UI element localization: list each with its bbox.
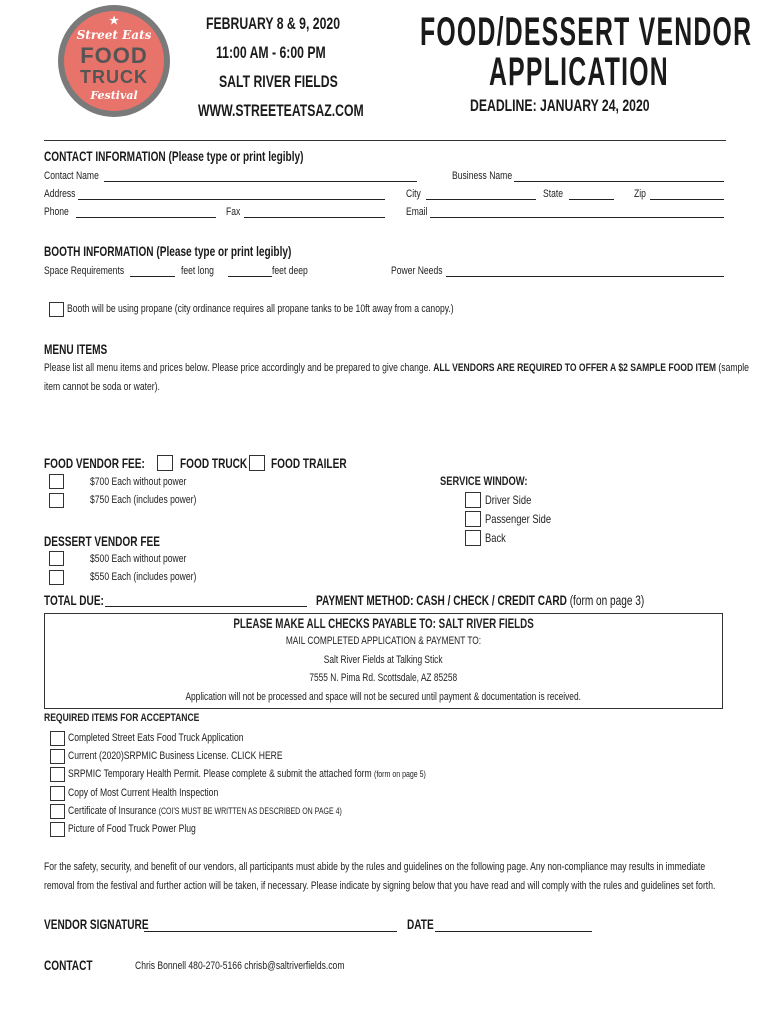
payment-method (316, 592, 644, 608)
passenger-side-label: Passenger Side (485, 512, 552, 526)
dessert-opt2-label: $550 Each (includes power) (90, 571, 197, 583)
business-name-field[interactable] (514, 181, 724, 182)
food-truck-label: FOOD TRUCK (180, 455, 248, 471)
event-website[interactable]: WWW.STREETEATSAZ.COM (198, 101, 364, 120)
contact-details: Chris Bonnell 480-270-5166 chrisb@saltriverfields.com (135, 960, 345, 972)
phone-field[interactable] (76, 217, 216, 218)
req-item-label: Completed Street Eats Food Truck Application (68, 732, 244, 744)
vendor-signature-field[interactable] (144, 931, 397, 932)
city-label: City (406, 188, 421, 200)
payment-note: (form on page 3) (569, 592, 645, 608)
dessert-opt1-label: $500 Each without power (90, 553, 187, 565)
logo-line4: Festival (90, 89, 138, 102)
business-name-label: Business Name (452, 170, 513, 182)
fax-label: Fax (226, 206, 241, 218)
back-label: Back (485, 531, 506, 545)
contact-name-field[interactable] (104, 181, 417, 182)
vendor-signature-label: VENDOR SIGNATURE (44, 916, 149, 932)
req-item-checkbox[interactable] (50, 731, 65, 746)
rules-paragraph-line2: removal from the festival and further action will be taken, if necessary. Please indicate by signing below that you have read and will comply with the rules and guidelines set forth. (44, 880, 716, 892)
req-item-checkbox[interactable] (50, 822, 65, 837)
req-item-checkbox[interactable] (50, 804, 65, 819)
food-opt2-checkbox[interactable] (49, 493, 64, 508)
feet-long-field[interactable] (130, 276, 175, 277)
logo-badge (64, 11, 164, 111)
req-item-label: Copy of Most Current Health Inspection (68, 787, 219, 799)
fax-field[interactable] (244, 217, 385, 218)
power-needs-label: Power Needs (391, 265, 443, 277)
logo-line3: TRUCK (80, 67, 148, 87)
req-item-label[interactable]: Current (2020)SRPMIC Business License. CLICK HERE (68, 750, 283, 762)
contact-heading: CONTACT INFORMATION (Please type or print legibly) (44, 148, 304, 164)
driver-side-checkbox[interactable] (465, 492, 481, 508)
mail-to: MAIL COMPLETED APPLICATION & PAYMENT TO: (285, 635, 482, 647)
title-line1: FOOD/DESSERT VENDOR (420, 10, 753, 54)
festival-logo (58, 5, 170, 117)
feet-deep-label: feet deep (272, 265, 308, 277)
address-label: Address (44, 188, 76, 200)
rules-paragraph-line1: For the safety, security, and benefit of our vendors, all participants must abide by the rules and guidelines on the following page. Any non-compliance may results in immediate (44, 861, 706, 873)
menu-text2: (sample (718, 362, 749, 374)
req-item-checkbox[interactable] (50, 786, 65, 801)
food-truck-checkbox[interactable] (157, 455, 173, 471)
food-opt1-checkbox[interactable] (49, 474, 64, 489)
food-fee-heading: FOOD VENDOR FEE: (44, 455, 145, 471)
passenger-side-checkbox[interactable] (465, 511, 481, 527)
header-divider (44, 140, 726, 141)
processing-notice: Application will not be processed and space will not be secured until payment & documentation is received. (185, 691, 582, 703)
star-icon: ★ (109, 15, 119, 27)
menu-text-bold: ALL VENDORS ARE REQUIRED TO OFFER A $2 SAMPLE FOOD ITEM (433, 362, 717, 374)
deadline: DEADLINE: JANUARY 24, 2020 (470, 96, 650, 115)
menu-text1: Please list all menu items and prices below. Please price accordingly and be prepared to give change. (44, 362, 431, 374)
total-due-label: TOTAL DUE: (44, 592, 104, 608)
city-field[interactable] (426, 199, 536, 200)
food-opt2-label: $750 Each (includes power) (90, 494, 197, 506)
address-field[interactable] (78, 199, 385, 200)
menu-instructions (44, 362, 749, 374)
total-due-field[interactable] (105, 606, 307, 607)
event-venue: SALT RIVER FIELDS (219, 72, 338, 91)
req-item-checkbox[interactable] (50, 749, 65, 764)
propane-checkbox[interactable] (49, 302, 64, 317)
space-requirements-label: Space Requirements (44, 265, 125, 277)
menu-text3: item cannot be soda or water). (44, 381, 160, 393)
zip-field[interactable] (650, 199, 724, 200)
req-item-label: Certificate of Insurance (COI'S MUST BE WRITTEN AS DESCRIBED ON PAGE 4) (68, 805, 342, 817)
req-item-label: SRPMIC Temporary Health Permit. Please complete & submit the attached form (form on page 5) (68, 768, 426, 780)
contact-label: CONTACT (44, 957, 93, 973)
service-window-heading: SERVICE WINDOW: (440, 474, 528, 488)
mail-address-line1: Salt River Fields at Talking Stick (324, 654, 443, 666)
contact-name-label: Contact Name (44, 170, 99, 182)
zip-label: Zip (634, 188, 646, 200)
mail-address-line2: 7555 N. Pima Rd. Scottsdale, AZ 85258 (309, 672, 458, 684)
logo-line2: FOOD (80, 43, 148, 68)
dessert-opt2-checkbox[interactable] (49, 570, 64, 585)
date-field[interactable] (435, 931, 592, 932)
feet-deep-field[interactable] (228, 276, 272, 277)
event-date: FEBRUARY 8 & 9, 2020 (206, 14, 341, 33)
email-field[interactable] (430, 217, 724, 218)
state-label: State (543, 188, 564, 200)
menu-heading: MENU ITEMS (44, 341, 108, 357)
date-label: DATE (407, 916, 434, 932)
driver-side-label: Driver Side (485, 493, 532, 507)
title-line2: APPLICATION (489, 50, 669, 94)
back-checkbox[interactable] (465, 530, 481, 546)
food-trailer-label: FOOD TRAILER (271, 455, 347, 471)
required-heading: REQUIRED ITEMS FOR ACCEPTANCE (44, 712, 200, 724)
state-field[interactable] (569, 199, 614, 200)
dessert-opt1-checkbox[interactable] (49, 551, 64, 566)
menu-items-area[interactable] (44, 398, 724, 448)
food-opt1-label: $700 Each without power (90, 476, 187, 488)
checks-payable: PLEASE MAKE ALL CHECKS PAYABLE TO: SALT RIVER FIELDS (233, 615, 534, 631)
booth-heading: BOOTH INFORMATION (Please type or print legibly) (44, 243, 292, 259)
logo-line1: Street Eats (76, 28, 152, 42)
food-trailer-checkbox[interactable] (249, 455, 265, 471)
feet-long-label: feet long (181, 265, 214, 277)
power-needs-field[interactable] (446, 276, 724, 277)
req-item-checkbox[interactable] (50, 767, 65, 782)
dessert-fee-heading: DESSERT VENDOR FEE (44, 533, 160, 549)
phone-label: Phone (44, 206, 69, 218)
event-time: 11:00 AM - 6:00 PM (216, 43, 326, 62)
propane-label: Booth will be using propane (city ordinance requires all propane tanks to be 10ft away from a canopy.) (67, 303, 454, 315)
payment-method-text: PAYMENT METHOD: CASH / CHECK / CREDIT CARD (316, 592, 567, 608)
email-label: Email (406, 206, 428, 218)
req-item-label: Picture of Food Truck Power Plug (68, 823, 196, 835)
